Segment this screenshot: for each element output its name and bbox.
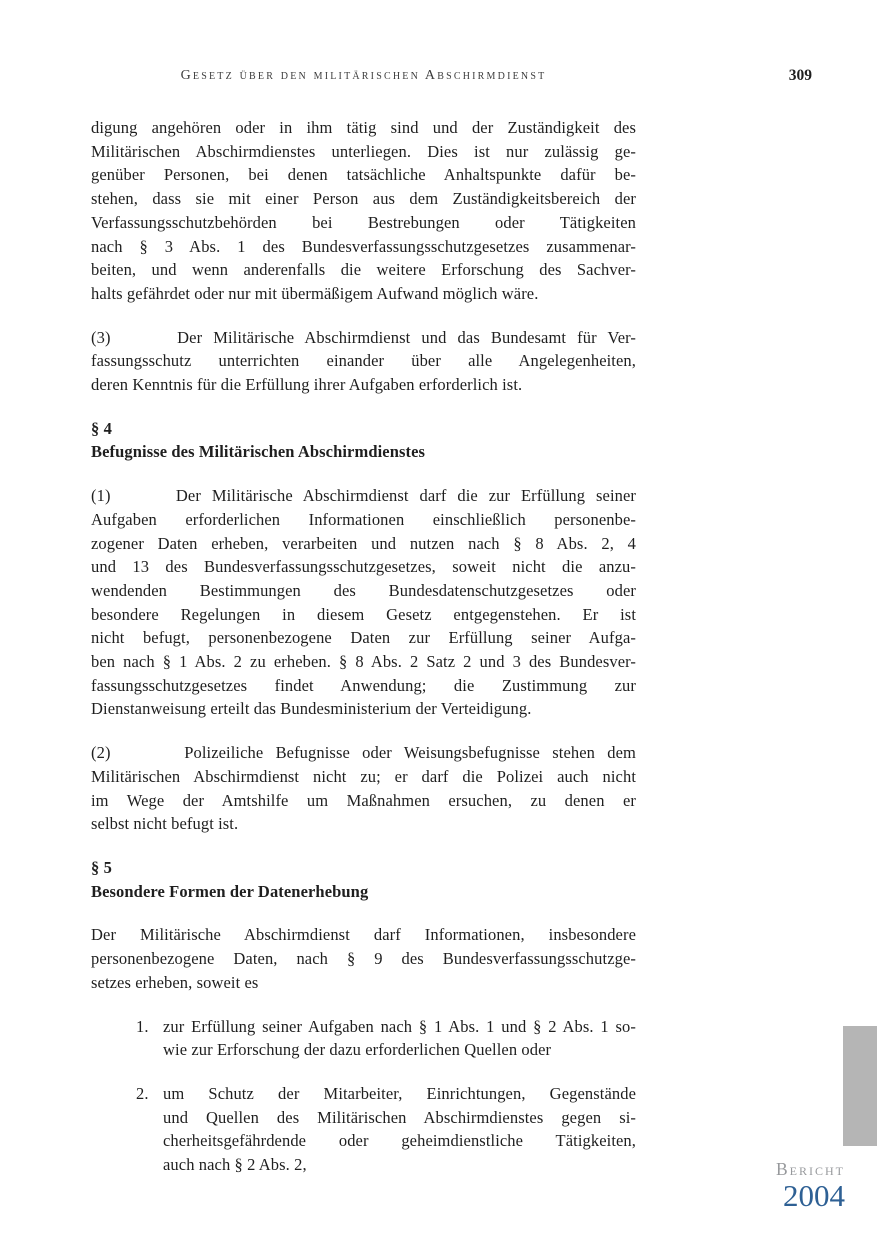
text-line: Besondere Formen der Datenerhebung xyxy=(91,881,369,901)
text-line: im Wege der Amtshilfe um Maßnahmen ersuchen, zu denen er xyxy=(91,790,636,810)
text-line: (3) Der Militärische Abschirmdienst und das Bundesamt für Ver- xyxy=(91,327,636,347)
text-line: Dienstanweisung erteilt das Bundesministerium der Verteidigung. xyxy=(91,699,532,719)
text-line: Militärischen Abschirmdienstes unterliegen. Dies ist nur zulässig ge- xyxy=(91,141,636,161)
paragraph xyxy=(91,326,636,397)
text-line: cherheitsgefährdende oder geheimdienstliche Tätigkeiten, xyxy=(163,1131,636,1151)
page-number: 309 xyxy=(788,67,812,84)
paragraph xyxy=(91,741,636,836)
text-line: und Quellen des Militärischen Abschirmdienstes gegen si- xyxy=(163,1107,636,1127)
text-line: Verfassungsschutzbehörden bei Bestrebungen oder Tätigkeiten xyxy=(91,212,636,232)
text-line: (1) Der Militärische Abschirmdienst darf die zur Erfüllung seiner xyxy=(91,486,636,506)
list-number: 2. xyxy=(136,1083,149,1103)
paragraph xyxy=(91,116,636,306)
text-line: auch nach § 2 Abs. 2, xyxy=(163,1155,307,1175)
text-line: stehen, dass sie mit einer Person aus dem Zuständigkeitsbereich der xyxy=(91,189,636,209)
text-line: digung angehören oder in ihm tätig sind und der Zuständigkeit des xyxy=(91,118,636,137)
text-line: ben nach § 1 Abs. 2 zu erheben. § 8 Abs. 2 Satz 2 und 3 des Bundesver- xyxy=(91,652,636,672)
heading xyxy=(91,417,636,464)
text-line: (2) Polizeiliche Befugnisse oder Weisungsbefugnisse stehen dem xyxy=(91,743,636,763)
text-line: § 4 xyxy=(91,418,112,438)
report-year: 2004 xyxy=(783,1178,845,1213)
text-line: setzes erheben, soweit es xyxy=(91,972,259,992)
text-line: personenbezogene Daten, nach § 9 des Bundesverfassungsschutzge- xyxy=(91,949,636,969)
text-line: fassungsschutzgesetzes findet Anwendung; die Zustimmung zur xyxy=(91,675,636,695)
paragraph xyxy=(91,923,636,994)
text-line: Aufgaben erforderlichen Informationen einschließlich personenbe- xyxy=(91,509,636,529)
list-text xyxy=(163,1015,636,1062)
heading xyxy=(91,856,636,903)
thumb-tab-marker xyxy=(843,1026,877,1146)
text-line: Der Militärische Abschirmdienst darf Informationen, insbesondere xyxy=(91,925,636,945)
header-title: Gesetz über den militärischen Abschirmdienst xyxy=(180,68,547,83)
text-line: beiten, und wenn anderenfalls die weitere Erforschung des Sachver- xyxy=(91,260,636,280)
report-label: Bericht xyxy=(775,1159,845,1179)
list-item xyxy=(91,1082,636,1177)
text-line: Militärischen Abschirmdienst nicht zu; er darf die Polizei auch nicht xyxy=(91,766,636,786)
text-line: wendenden Bestimmungen des Bundesdatenschutzgesetzes oder xyxy=(91,580,636,600)
text-line: selbst nicht befugt ist. xyxy=(91,814,239,834)
list-item xyxy=(91,1015,636,1062)
list-number: 1. xyxy=(136,1016,149,1036)
running-header xyxy=(91,68,812,88)
text-line: fassungsschutz unterrichten einander über alle Angelegenheiten, xyxy=(91,351,636,371)
document-body xyxy=(91,116,636,1177)
text-line: wie zur Erforschung der dazu erforderlichen Quellen oder xyxy=(163,1040,552,1060)
edition-block xyxy=(776,1159,845,1211)
text-line: zogener Daten erheben, verarbeiten und nutzen nach § 8 Abs. 2, 4 xyxy=(91,533,636,553)
text-line: Befugnisse des Militärischen Abschirmdienstes xyxy=(91,442,426,462)
text-line: zur Erfüllung seiner Aufgaben nach § 1 Abs. 1 und § 2 Abs. 1 so- xyxy=(163,1016,636,1036)
text-line: halts gefährdet oder nur mit übermäßigem Aufwand möglich wäre. xyxy=(91,283,539,303)
text-line: genüber Personen, bei denen tatsächliche Anhaltspunkte dafür be- xyxy=(91,165,636,185)
text-line: § 5 xyxy=(91,857,112,877)
text-line: und 13 des Bundesverfassungsschutzgesetzes, soweit nicht die anzu- xyxy=(91,557,636,577)
paragraph xyxy=(91,484,636,721)
text-line: nicht befugt, personenbezogene Daten zur Erfüllung seiner Aufga- xyxy=(91,628,636,648)
text-line: deren Kenntnis für die Erfüllung ihrer Aufgaben erforderlich ist. xyxy=(91,375,523,395)
text-line: nach § 3 Abs. 1 des Bundesverfassungsschutzgesetzes zusammenar- xyxy=(91,236,636,256)
text-line: um Schutz der Mitarbeiter, Einrichtungen, Gegenstände xyxy=(163,1083,636,1103)
list-text xyxy=(163,1082,636,1177)
text-line: besondere Regelungen in diesem Gesetz entgegenstehen. Er ist xyxy=(91,604,636,624)
